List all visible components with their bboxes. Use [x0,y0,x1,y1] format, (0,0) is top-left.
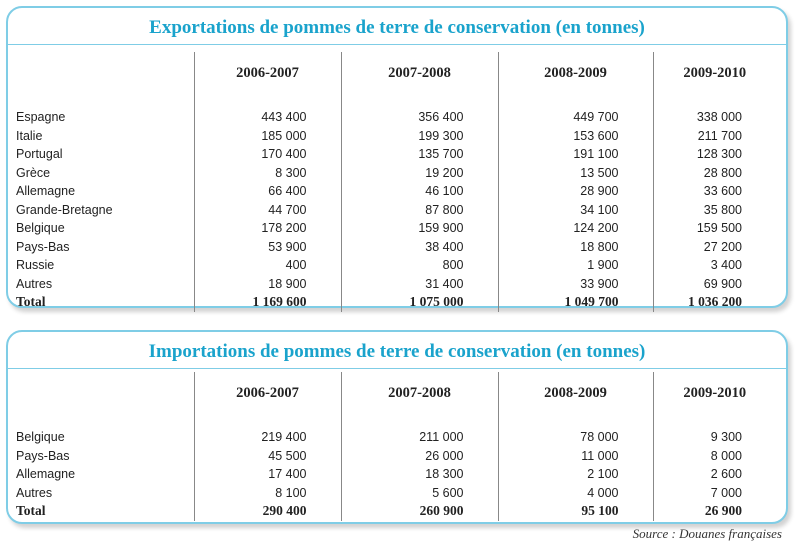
table-cell: 46 100 [341,182,498,201]
table-cell: 33 900 [498,275,653,294]
table-cell: 8 100 [194,484,341,503]
header-year: 2009-2010 [653,372,776,414]
header-empty [12,372,194,414]
table-cell: 53 900 [194,238,341,257]
row-label: Autres [16,276,53,291]
total-cell: 260 900 [341,502,498,521]
row-label: Grèce [16,165,51,180]
spacer-cell [653,414,776,428]
total-label: Total [16,294,46,310]
spacer-row [12,414,776,428]
row-label: Portugal [16,147,63,162]
export-table-panel [6,6,788,308]
header-year: 2009-2010 [653,52,776,94]
spacer-cell [194,414,341,428]
table-cell: 153 600 [498,127,653,146]
table-cell: 45 500 [194,447,341,466]
table-cell: 2 100 [498,465,653,484]
header-year: 2006-2007 [194,372,341,414]
export-table [12,52,776,312]
table-cell: 199 300 [341,127,498,146]
spacer-cell [12,94,194,108]
table-cell: 449 700 [498,108,653,127]
table-cell: 7 000 [653,484,776,503]
table-row [12,182,776,201]
table-cell: 66 400 [194,182,341,201]
table-cell: 19 200 [341,164,498,183]
table-cell: 27 200 [653,238,776,257]
table-row [12,428,776,447]
header-year: 2007-2008 [341,372,498,414]
table-cell: 8 300 [194,164,341,183]
table-cell: 18 800 [498,238,653,257]
header-year: 2008-2009 [498,52,653,94]
table-row [12,201,776,220]
table-cell: 4 000 [498,484,653,503]
import-table [12,372,776,521]
total-cell: 1 169 600 [194,293,341,312]
table-cell: 2 600 [653,465,776,484]
header-year: 2006-2007 [194,52,341,94]
table-cell: 18 900 [194,275,341,294]
row-label: Allemagne [16,467,76,482]
total-cell: 290 400 [194,502,341,521]
table-cell: 170 400 [194,145,341,164]
row-label: Allemagne [16,184,76,199]
total-row [12,293,776,312]
table-cell: 219 400 [194,428,341,447]
table-row [12,127,776,146]
table-header-row [12,52,776,94]
table-cell: 33 600 [653,182,776,201]
row-label: Autres [16,485,53,500]
spacer-row [12,94,776,108]
table-cell: 800 [341,256,498,275]
header-empty [12,52,194,94]
table-row [12,238,776,257]
table-row [12,275,776,294]
header-year: 2007-2008 [341,52,498,94]
table-row [12,465,776,484]
table-cell: 400 [194,256,341,275]
table-cell: 35 800 [653,201,776,220]
spacer-cell [498,414,653,428]
table-cell: 9 300 [653,428,776,447]
table-row [12,108,776,127]
table-cell: 13 500 [498,164,653,183]
table-cell: 8 000 [653,447,776,466]
spacer-cell [194,94,341,108]
total-cell: 1 049 700 [498,293,653,312]
table-cell: 159 500 [653,219,776,238]
row-label: Belgique [16,221,65,236]
table-cell: 128 300 [653,145,776,164]
header-year: 2008-2009 [498,372,653,414]
row-label: Espagne [16,110,66,125]
table-cell: 18 300 [341,465,498,484]
row-label: Belgique [16,430,65,445]
table-cell: 31 400 [341,275,498,294]
table-cell: 38 400 [341,238,498,257]
spacer-cell [341,94,498,108]
table-cell: 17 400 [194,465,341,484]
table-cell: 191 100 [498,145,653,164]
table-cell: 87 800 [341,201,498,220]
total-cell: 1 075 000 [341,293,498,312]
total-row [12,502,776,521]
spacer-cell [12,414,194,428]
total-cell: 26 900 [653,502,776,521]
row-label: Pays-Bas [16,239,70,254]
table-cell: 124 200 [498,219,653,238]
spacer-cell [498,94,653,108]
table-cell: 185 000 [194,127,341,146]
table-cell: 78 000 [498,428,653,447]
spacer-cell [341,414,498,428]
import-table-panel [6,330,788,524]
table-row [12,484,776,503]
table-header-row [12,372,776,414]
total-cell: 1 036 200 [653,293,776,312]
table-row [12,256,776,275]
export-table-title: Exportations de pommes de terre de conservation (en tonnes) [8,12,786,45]
table-cell: 28 800 [653,164,776,183]
table-row [12,447,776,466]
table-cell: 26 000 [341,447,498,466]
import-table-title: Importations de pommes de terre de conservation (en tonnes) [8,336,786,369]
table-cell: 1 900 [498,256,653,275]
table-cell: 356 400 [341,108,498,127]
table-cell: 69 900 [653,275,776,294]
table-cell: 28 900 [498,182,653,201]
table-cell: 159 900 [341,219,498,238]
table-cell: 211 000 [341,428,498,447]
table-row [12,164,776,183]
table-cell: 5 600 [341,484,498,503]
table-row [12,145,776,164]
total-cell: 95 100 [498,502,653,521]
row-label: Russie [16,258,55,273]
table-cell: 338 000 [653,108,776,127]
table-cell: 3 400 [653,256,776,275]
table-cell: 34 100 [498,201,653,220]
table-cell: 443 400 [194,108,341,127]
row-label: Grande-Bretagne [16,202,113,217]
table-row [12,219,776,238]
total-label: Total [16,503,46,519]
row-label: Pays-Bas [16,448,70,463]
spacer-cell [653,94,776,108]
table-cell: 178 200 [194,219,341,238]
table-cell: 135 700 [341,145,498,164]
row-label: Italie [16,128,43,143]
table-cell: 11 000 [498,447,653,466]
table-cell: 211 700 [653,127,776,146]
source-note: Source : Douanes françaises [632,526,782,541]
table-cell: 44 700 [194,201,341,220]
